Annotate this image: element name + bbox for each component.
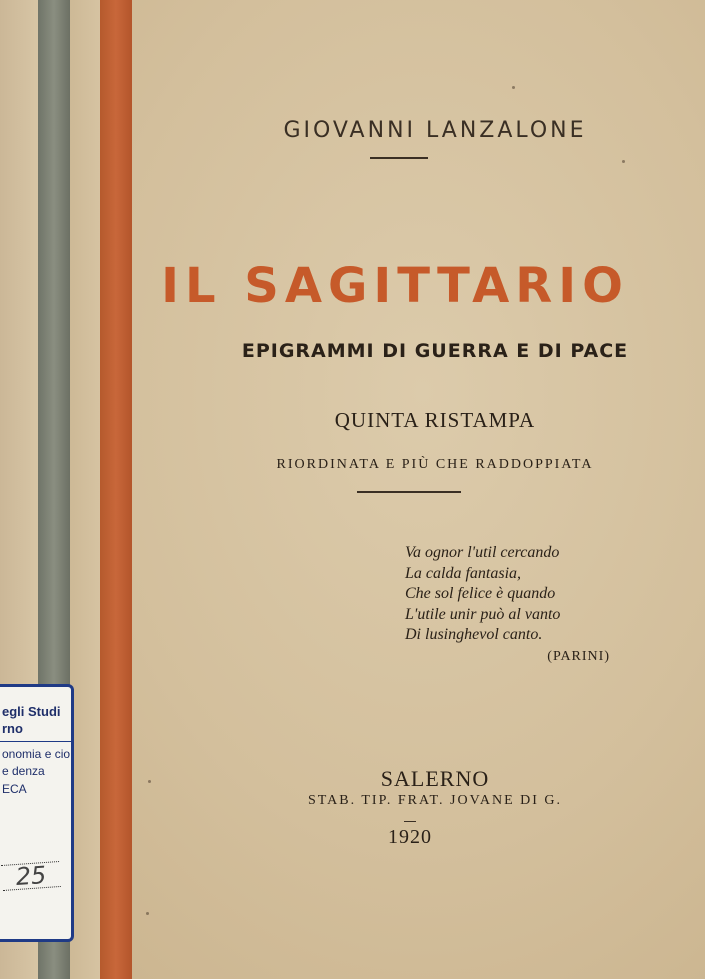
- library-label-body: onomia e cio e denza: [2, 747, 71, 778]
- edition-rule: [357, 491, 461, 493]
- epigraph-line: L'utile unir può al vanto: [405, 605, 561, 623]
- orange-stripe: [100, 0, 132, 979]
- author-rule: [370, 157, 428, 159]
- library-label-code: ECA: [2, 782, 27, 796]
- paper-speck: [146, 912, 149, 915]
- shelf-number: 25: [1, 861, 61, 891]
- paper-gap: [70, 0, 100, 979]
- publication-year: 1920: [388, 826, 432, 848]
- epigraph-line: Di lusinghevol canto.: [405, 626, 543, 643]
- edition-label: QUINTA RISTAMPA: [334, 408, 536, 432]
- epigraph-line: La calda fantasia,: [405, 564, 522, 582]
- printer-name: STAB. TIP. FRAT. JOVANE DI G.: [307, 793, 563, 808]
- edition-note: RIORDINATA E PIÙ CHE RADDOPPIATA: [276, 457, 594, 472]
- paper-speck: [148, 780, 151, 783]
- book-subtitle: EPIGRAMMI DI GUERRA E DI PACE: [241, 340, 629, 362]
- epigraph-attribution: (PARINI): [547, 648, 610, 664]
- library-label-header: egli Studi rno: [0, 687, 71, 742]
- book-title: IL SAGITTARIO: [161, 258, 629, 314]
- paper-speck: [512, 86, 515, 89]
- year-rule: [404, 821, 416, 822]
- library-label: [0, 684, 74, 942]
- epigraph-line: Che sol felice è quando: [405, 585, 556, 602]
- epigraph: [405, 543, 635, 667]
- epigraph-line: Va ognor l'util cercando: [405, 544, 560, 561]
- author-name: GIOVANNI LANZALONE: [283, 118, 587, 143]
- paper-speck: [622, 160, 625, 163]
- publication-city: SALERNO: [380, 766, 490, 791]
